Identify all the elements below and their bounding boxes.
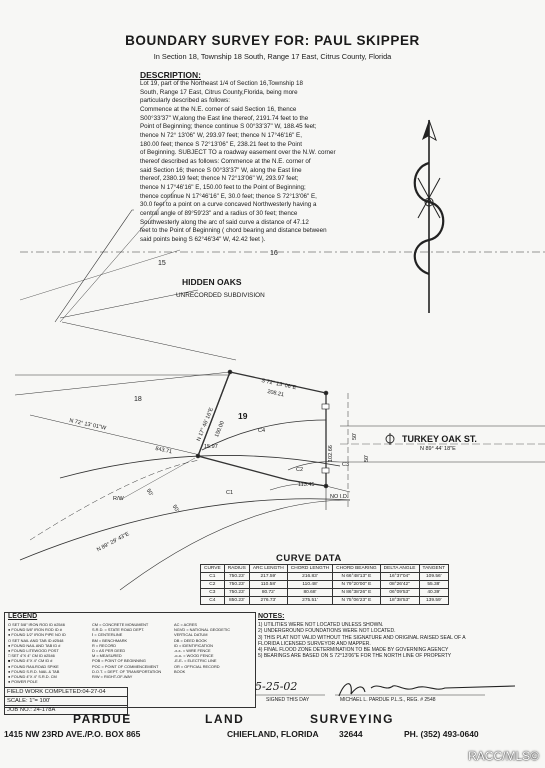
table-header: CHORD BEARING bbox=[333, 565, 381, 573]
table-cell: 216.83' bbox=[287, 573, 332, 581]
table-cell: 16°37'04" bbox=[380, 573, 419, 581]
curve-data-table bbox=[200, 564, 449, 605]
lot-18-label: 18 bbox=[134, 396, 142, 403]
south-line-distance: 843.71 bbox=[154, 446, 173, 456]
table-row bbox=[201, 573, 449, 581]
footer-word-land: LAND bbox=[205, 712, 245, 726]
east-line-distance: 102.66 bbox=[328, 445, 334, 462]
table-row bbox=[201, 581, 449, 589]
curve-c2-label: C2 bbox=[296, 467, 304, 473]
north-line-bearing: S 72° 13' 06"E bbox=[260, 378, 297, 392]
table-cell: N 75°06'23" E bbox=[333, 597, 381, 605]
road-bearing: N 89° 29' 43"E bbox=[96, 531, 131, 554]
table-header: CHORD LENGTH bbox=[287, 565, 332, 573]
road-width-b: 50' bbox=[170, 504, 180, 514]
subdivision-name: HIDDEN OAKS bbox=[182, 277, 242, 287]
table-cell: 139.59' bbox=[419, 597, 449, 605]
note-item: 5) BEARINGS ARE BASED ON S 72°13'06"E FOR THE NORTH LINE OF PROPERTY bbox=[258, 653, 452, 660]
table-header: RADIUS bbox=[224, 565, 249, 573]
curve-data-title: CURVE DATA bbox=[276, 553, 342, 564]
table-cell: N 79°20'00" E bbox=[333, 581, 381, 589]
table-row bbox=[201, 597, 449, 605]
legend-abbreviations-2: AC = ACRES NGVD = NATIONAL GEODETIC VERTICAL DATUM DB = DEED BOOK ID = IDENTIFICATION -x-x- = WIRE FENCE -o-o- = WOOD FENCE -E-E- = ELECTRIC LINE OR = OFFICIAL RECORD BOOK bbox=[174, 622, 231, 674]
table-row bbox=[201, 589, 449, 597]
survey-title: BOUNDARY SURVEY FOR: PAUL SKIPPER bbox=[125, 33, 420, 48]
signature-date: 5-25-02 bbox=[255, 680, 298, 693]
dist-50-a: 50' bbox=[352, 432, 358, 440]
table-cell: 750.23' bbox=[224, 581, 249, 589]
table-header: CURVE bbox=[201, 565, 225, 573]
table-cell: 40.39' bbox=[419, 589, 449, 597]
curve-c1-label: C1 bbox=[226, 490, 234, 496]
watermark: RACC/MLS© bbox=[468, 749, 539, 763]
section-16-label: 16 bbox=[270, 250, 278, 257]
curve-c3-label: C3 bbox=[342, 462, 350, 468]
footer-phone: PH. (352) 493-0640 bbox=[404, 729, 479, 739]
notes-list bbox=[258, 622, 538, 660]
table-cell: 80.72' bbox=[249, 589, 287, 597]
field-work-completed: FIELD WORK COMPLETED:04-27-04 bbox=[4, 687, 128, 697]
table-cell: 18°38'53" bbox=[380, 597, 419, 605]
table-cell: 750.23' bbox=[224, 573, 249, 581]
lot-19-label: 19 bbox=[238, 411, 248, 421]
table-header: ARC LENGTH bbox=[249, 565, 287, 573]
footer-address-line bbox=[4, 729, 541, 739]
table-cell: C2 bbox=[201, 581, 225, 589]
north-line-distance: 208.21 bbox=[266, 389, 285, 399]
survey-subtitle: In Section 18, Township 18 South, Range 17 East, Citrus County, Florida bbox=[153, 52, 392, 61]
footer-word-pardue: PARDUE bbox=[73, 712, 132, 726]
description-text: Lot 19, part of the Northeast 1/4 of Section 16,Township 18 South, Range 17 East, Citrus County,Florida, being more particularly described as follows: Commence at the N.E. corner of said Section 16, thence S00°33'37" W,along the East line thereof, 2191.74 feet to the Point of Beginning; thence continue S 00°33'37" W, 188.45 feet; thence N 72° 13'06" W, 293.97 feet; thence N 17°46'16" E, 180.00 feet; thence S 72°13'06" E, 238.21 feet to the Point of Beginning. SUBJECT TO a roadway easement over the N.W. corner thereof described as follows: Commence at the N.E. corner of said Section 16; thence S 00°33'37" W, along the East line thereof, 2380.19 feet; thence N 72°13'06" W, 293.97 feet; thence N 17°46'16" E, 150.00 feet to the Point of Beginning; thence continue N 17°46'16" E, 30.0 feet; thence S 72°13'06" E, 30.0 feet to a point on a curve concaved Northwesterly having a central angle of 89°59'23" and a radius of 30 feet; thence Southwesterly along the arc of said curve a distance of 47.12 feet to the Point of Beginning ( chord bearing and distance between said points being S 62°46'34" W, 42.42 feet ). bbox=[140, 80, 336, 243]
legend-symbols: O SET 5/8" IRON ROD ID #2546 ● FOUND 5/8" IRON ROD ID # ● FOUND 1/2" IRON PIPE NO ID O SET NAIL AND TAB ID #2548 ● FOUND NAIL AND TAB ID # ● FOUND LITEWOOD POST □ SET 4"X 4" CM ID #2546 ■ FOUND 4"X 4" CM ID # ● FOUND RAILROAD SPIKE ● FOUND S.R.D. NAIL & TAB ● FOUND 4"X 4" S.R.D. CM ● POWER POLE bbox=[8, 622, 66, 685]
section-15-label: 15 bbox=[158, 260, 166, 267]
road-width-a: 50' bbox=[144, 488, 154, 498]
note-item: 2) UNDERGROUND FOUNDATIONS WERE NOT LOCATED. bbox=[258, 628, 396, 635]
table-cell: 80.68' bbox=[287, 589, 332, 597]
west-line-distance: 150.00 bbox=[214, 420, 226, 439]
street-bearing: N 89° 44' 18"E bbox=[420, 446, 456, 452]
description-heading: DESCRIPTION: bbox=[140, 70, 201, 80]
table-header: TANGENT bbox=[419, 565, 449, 573]
dist-50-b: 50' bbox=[364, 454, 370, 462]
south-line-bearing: N 72° 13' 01"W bbox=[68, 418, 107, 432]
signed-label: SIGNED THIS DAY bbox=[266, 697, 310, 703]
table-cell: 217.59' bbox=[249, 573, 287, 581]
table-header-row bbox=[201, 565, 449, 573]
scale-label: SCALE: 1"= 100' bbox=[4, 696, 128, 706]
footer-zip: 32644 bbox=[339, 729, 363, 739]
dist-15-label: 15.97 bbox=[204, 444, 218, 450]
table-cell: 110.58' bbox=[249, 581, 287, 589]
subdivision-note: UNRECORDED SUBDIVISION bbox=[176, 292, 265, 299]
table-cell: N 66°48'13" E bbox=[333, 573, 381, 581]
table-cell: 110.48' bbox=[287, 581, 332, 589]
dist-113-label: 113.45 bbox=[298, 482, 315, 488]
table-header: DELTA ANGLE bbox=[380, 565, 419, 573]
notes-title: NOTES: bbox=[258, 613, 285, 620]
note-item: 4) FINAL FLOOD ZONE DETERMINATION TO BE MADE BY GOVERNING AGENCY bbox=[258, 647, 449, 654]
footer-city: CHIEFLAND, FLORIDA bbox=[227, 729, 319, 739]
footer-word-surveying: SURVEYING bbox=[310, 712, 394, 726]
job-number: JOB NO.: 24-178A bbox=[4, 705, 128, 715]
rw-label: R/W bbox=[113, 496, 124, 502]
table-cell: C4 bbox=[201, 597, 225, 605]
note-item: 1) UTILITIES WERE NOT LOCATED UNLESS SHOWN. bbox=[258, 622, 384, 628]
table-cell: 750.23' bbox=[224, 589, 249, 597]
legend-title: LEGEND bbox=[8, 613, 38, 620]
table-cell: C1 bbox=[201, 573, 225, 581]
note-item: 3) THIS PLAT NOT VALID WITHOUT THE SIGNATURE AND ORIGINAL RAISED SEAL OF A bbox=[258, 634, 466, 641]
table-cell: N 86°38'26" E bbox=[333, 589, 381, 597]
west-line-bearing: N 17° 46' 16"E bbox=[196, 406, 215, 443]
table-cell: C3 bbox=[201, 589, 225, 597]
footer-address: 1415 NW 23RD AVE./P.O. BOX 865 bbox=[4, 729, 141, 739]
table-cell: 109.56' bbox=[419, 573, 449, 581]
curve-c4-label: C4 bbox=[258, 428, 266, 434]
street-name: TURKEY OAK ST. bbox=[402, 434, 477, 444]
surveyor-name: MICHAEL L. PARDUE P.L.S., REG. # 2548 bbox=[340, 697, 436, 703]
table-cell: 08°26'42" bbox=[380, 581, 419, 589]
legend-abbreviations: CM = CONCRETE MONUMENT S.R.D. = STATE ROAD DEPT. ℓ = CENTERLINE BM = BENCHMARK R = RECORD D = AS PER DEED M = MEASURED POB = POINT OF BEGINNING POC = POINT OF COMMENCEMENT D.O.T. = DEPT. OF TRANSPORTATION R/W = RIGHT-OF-WAY bbox=[92, 622, 162, 680]
note-item: FLORIDA LICENSED SURVEYOR AND MAPPER. bbox=[258, 640, 371, 647]
table-cell: 55.38' bbox=[419, 581, 449, 589]
table-cell: 06°09'53" bbox=[380, 589, 419, 597]
table-cell: 850.23' bbox=[224, 597, 249, 605]
no-id-label: NO I.D. bbox=[330, 494, 349, 500]
table-cell: 275.51' bbox=[287, 597, 332, 605]
table-cell: 276.73' bbox=[249, 597, 287, 605]
